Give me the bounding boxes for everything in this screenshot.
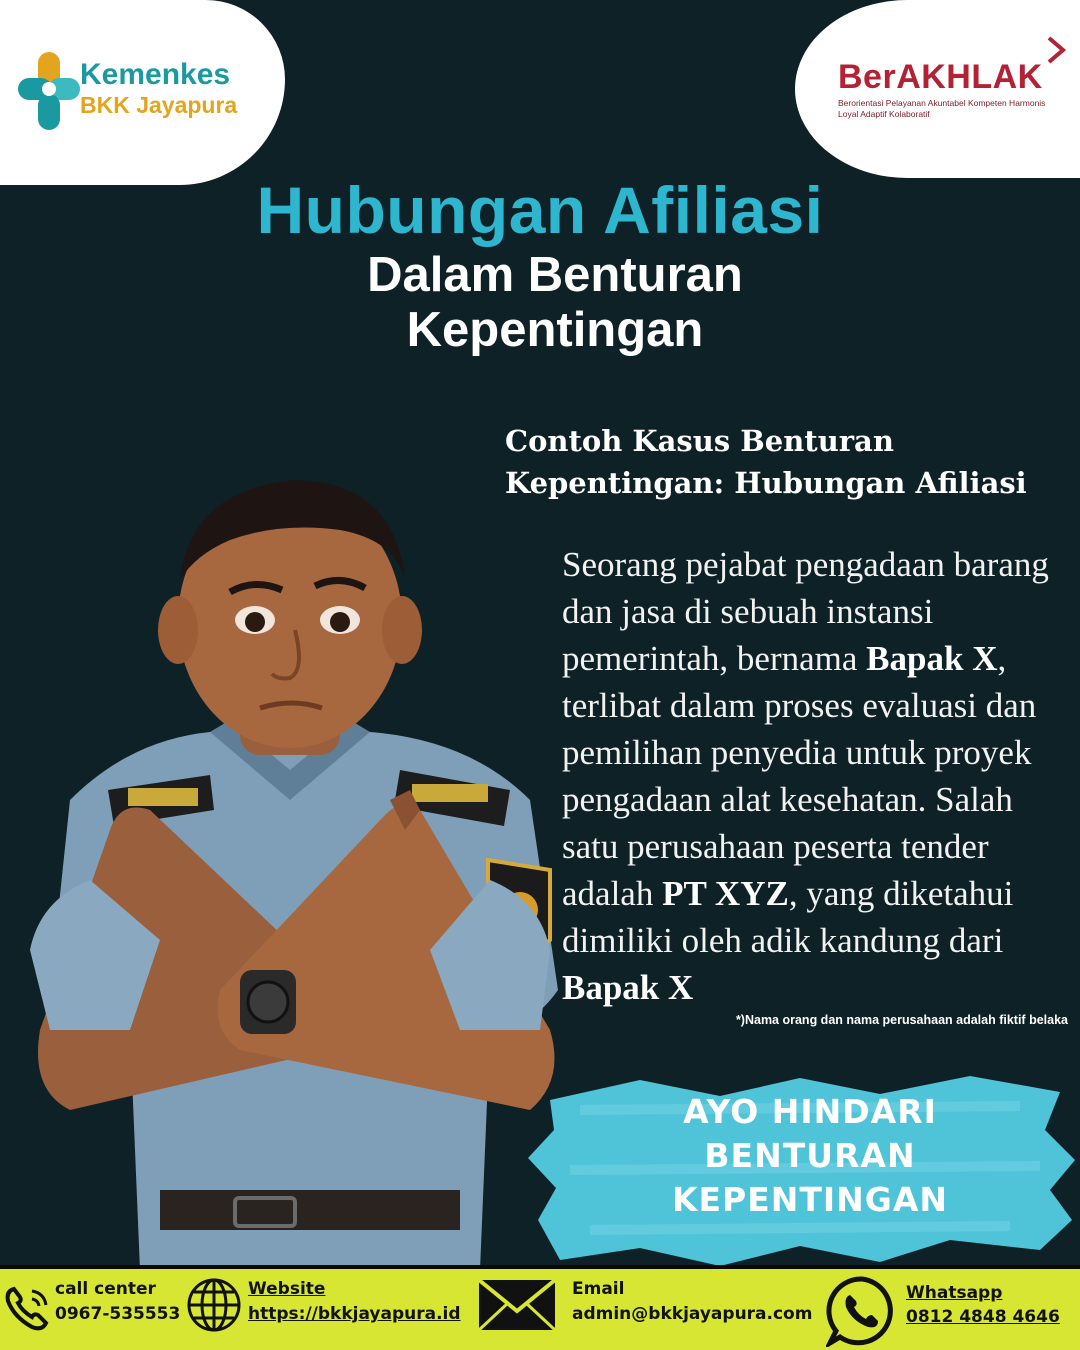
page-title: Hubungan Afiliasi [256, 173, 824, 247]
page-subtitle [0, 248, 1080, 358]
contact-footer [0, 1265, 1080, 1350]
subtitle-line-1: Dalam Benturan [367, 248, 743, 302]
case-body-text: Seorang pejabat pengadaan barang dan jasa di sebuah instansi pemerintah, bernama [562, 545, 1049, 678]
website-label[interactable]: Website [248, 1279, 326, 1299]
email-address[interactable]: admin@bkkjayapura.com [572, 1304, 813, 1324]
case-body-text: , terlibat dalam proses evaluasi dan pemilihan penyedia untuk proyek pengadaan alat kesehatan. Salah satu perusahaan peserta tender adalah [562, 639, 1037, 913]
berakhlak-arrow-icon [1045, 36, 1067, 64]
case-heading [505, 420, 1065, 504]
case-body-text: , yang diketahui dimiliki oleh adik kandung dari [562, 874, 1014, 960]
whatsapp-label[interactable]: Whatsapp [906, 1283, 1003, 1303]
call-center-contact[interactable] [0, 1269, 180, 1350]
whatsapp-icon [826, 1275, 898, 1347]
cta-line-1: AYO HINDARI [683, 1092, 937, 1131]
kemenkes-logo-icon [18, 48, 80, 134]
website-link[interactable]: https://bkkjayapura.id [248, 1304, 461, 1324]
website-contact[interactable] [180, 1269, 470, 1350]
call-center-label: call center [55, 1279, 156, 1299]
case-body [562, 541, 1077, 1011]
email-label: Email [572, 1279, 625, 1299]
case-heading-line-2: Kepentingan: Hubungan Afiliasi [505, 466, 1027, 500]
whatsapp-contact[interactable] [820, 1269, 1080, 1350]
berakhlak-wordmark: BerAKHLAK [838, 58, 1043, 96]
whatsapp-number[interactable]: 0812 4848 4646 [906, 1307, 1060, 1327]
subtitle-line-2: Kepentingan [406, 303, 704, 357]
berakhlak-tagline: Berorientasi Pelayanan Akuntabel Kompeten Harmonis Loyal Adaptif Kolaboratif [838, 98, 1046, 119]
globe-icon [186, 1277, 242, 1333]
cta-message [560, 1090, 1060, 1222]
call-center-number: 0967-535553 [55, 1304, 181, 1324]
disclaimer-note: *)Nama orang dan nama perusahaan adalah fiktif belaka [735, 1013, 1068, 1027]
email-contact[interactable] [470, 1269, 820, 1350]
cta-line-2: BENTURAN [704, 1136, 916, 1175]
case-person-name: Bapak X [866, 639, 998, 678]
kemenkes-unit: BKK Jayapura [80, 92, 238, 118]
case-person-name: Bapak X [562, 968, 694, 1007]
cta-line-3: KEPENTINGAN [671, 1180, 949, 1219]
case-company-name: PT XYZ [662, 874, 789, 913]
officer-illustration [10, 470, 570, 1270]
phone-icon [2, 1283, 52, 1333]
envelope-icon [476, 1277, 558, 1333]
case-heading-line-1: Contoh Kasus Benturan [505, 424, 894, 458]
kemenkes-name: Kemenkes [80, 58, 231, 91]
